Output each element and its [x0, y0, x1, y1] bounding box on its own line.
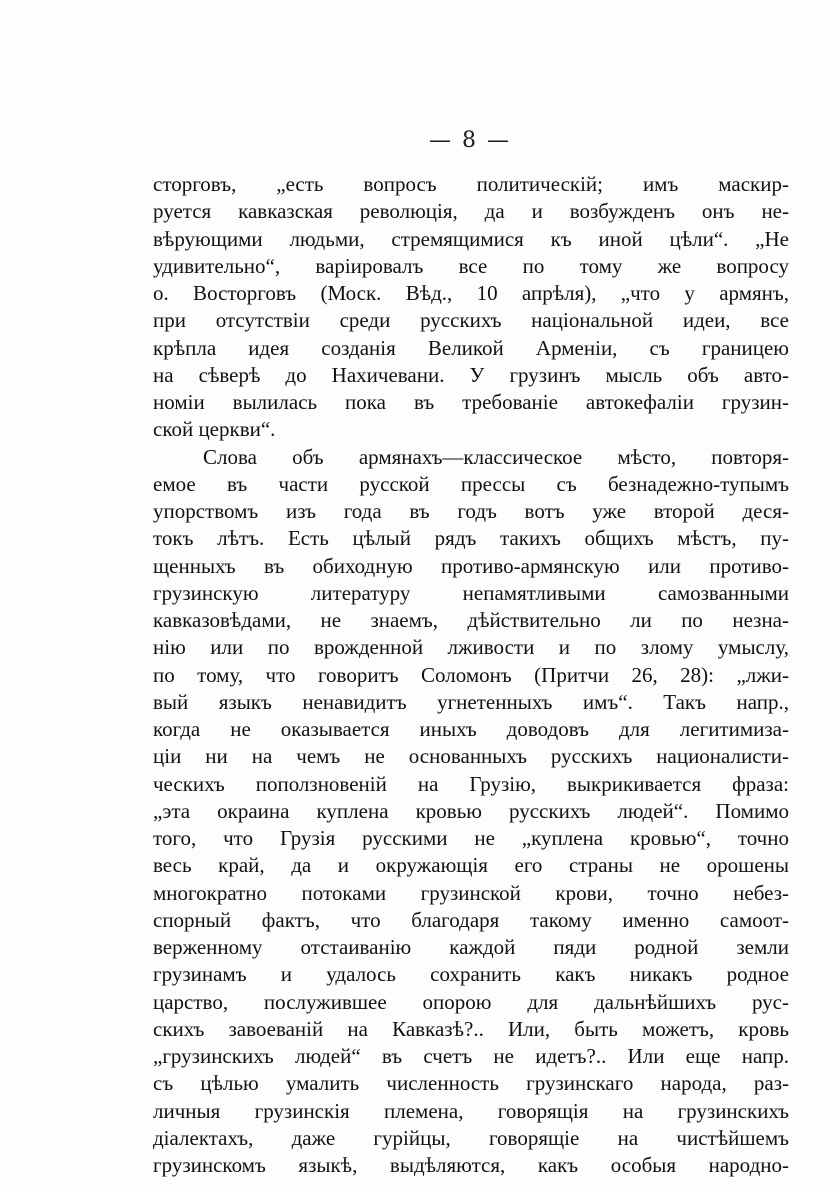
text-line: емое въ части русской прессы съ безнадежно-тупымъ: [153, 471, 789, 496]
text-line: грузинамъ и удалось сохранить какъ никакъ родное: [153, 962, 789, 987]
text-line: щенныхъ въ обиходную противо-армянскую или противо-: [153, 553, 789, 578]
text-line: при отсутствіи среди русскихъ національной идеи, все: [153, 308, 789, 333]
text-line: кавказовѣдами, не знаемъ, дѣйствительно ли по незна-: [153, 608, 789, 632]
text-line: сторговъ, „есть вопросъ политическій; имъ маскиp-: [153, 172, 789, 196]
text-line: верженному отстаиванію каждой пяди родной земли: [153, 935, 789, 959]
text-line: весь край, да и окружающія его страны не орошены: [153, 853, 789, 878]
text-line: ческихъ поползновеній на Грузію, выкрикивается фраза:: [153, 771, 789, 796]
text-line: ской церкви“.: [153, 417, 276, 442]
text-line: вѣрующими людьми, стремящимися къ иной цѣли“. „Не: [153, 226, 789, 251]
text-line: токъ лѣтъ. Есть цѣлый рядъ такихъ общихъ мѣстъ, пу-: [153, 526, 789, 551]
text-line: „эта окраина куплена кровью русскихъ людей“. Помимо: [153, 798, 789, 823]
text-line: съ цѣлью умалить численность грузинскаго народа, раз-: [153, 1071, 789, 1096]
text-line: номіи вылилась пока въ требованіе автокефаліи грузин-: [153, 390, 789, 414]
text-line: нію или по врожденной лживости и по злому умыслу,: [153, 635, 789, 660]
text-line: когда не оказывается иныхъ доводовъ для легитимиза-: [153, 717, 789, 741]
text-line: о. Восторговъ (Моск. Вѣд., 10 апрѣля), „что у армянъ,: [153, 281, 789, 305]
text-line: упорствомъ изъ года въ годъ вотъ уже второй деся-: [153, 499, 789, 523]
text-line: діалектахъ, даже гурійцы, говорящіе на чистѣйшемъ: [153, 1125, 789, 1150]
text-line: крѣпла идея созданія Великой Арменіи, съ границею: [153, 335, 789, 360]
text-line: грузинскомъ языкѣ, выдѣляются, какъ особыя народно-: [153, 1153, 789, 1177]
text-line: ціи ни на чемъ не основанныхъ русскихъ националисти-: [153, 744, 789, 769]
text-line: скихъ завоеваній на Кавказѣ?.. Или, быть можетъ, кровь: [153, 1016, 789, 1041]
text-line: вый языкъ ненавидитъ угнетенныхъ имъ“. Такъ напр.,: [153, 689, 789, 714]
text-line: того, что Грузія русскими не „куплена кровью“, точно: [153, 826, 789, 850]
text-line: по тому, что говоритъ Соломонъ (Притчи 26, 28): „лжи-: [153, 662, 789, 687]
text-line: Слова объ армянахъ—классическое мѣсто, повторя-: [203, 444, 789, 469]
text-line: грузинскую литературу непамятливыми самозванными: [153, 580, 789, 605]
text-line: личныя грузинскія племена, говорящія на грузинскихъ: [153, 1098, 789, 1123]
text-line: многократно потоками грузинской крови, точно небез-: [153, 880, 789, 905]
body-text: [153, 171, 789, 1179]
text-line: царство, послужившее опорою для дальнѣйшихъ рус-: [153, 989, 789, 1014]
text-line: „грузинскихъ людей“ въ счетъ не идетъ?.. Или еще напр.: [153, 1044, 789, 1068]
text-line: на сѣверѣ до Нахичевани. У грузинъ мысль объ авто-: [153, 362, 789, 387]
text-line: удивительно“, варіировалъ все по тому же вопросу: [153, 253, 789, 278]
text-line: руется кавказская революція, да и возбужденъ онъ не-: [153, 199, 789, 224]
page-number: — 8 —: [429, 128, 511, 153]
text-line: спорный фактъ, что благодаря такому именно самоот-: [153, 907, 789, 932]
